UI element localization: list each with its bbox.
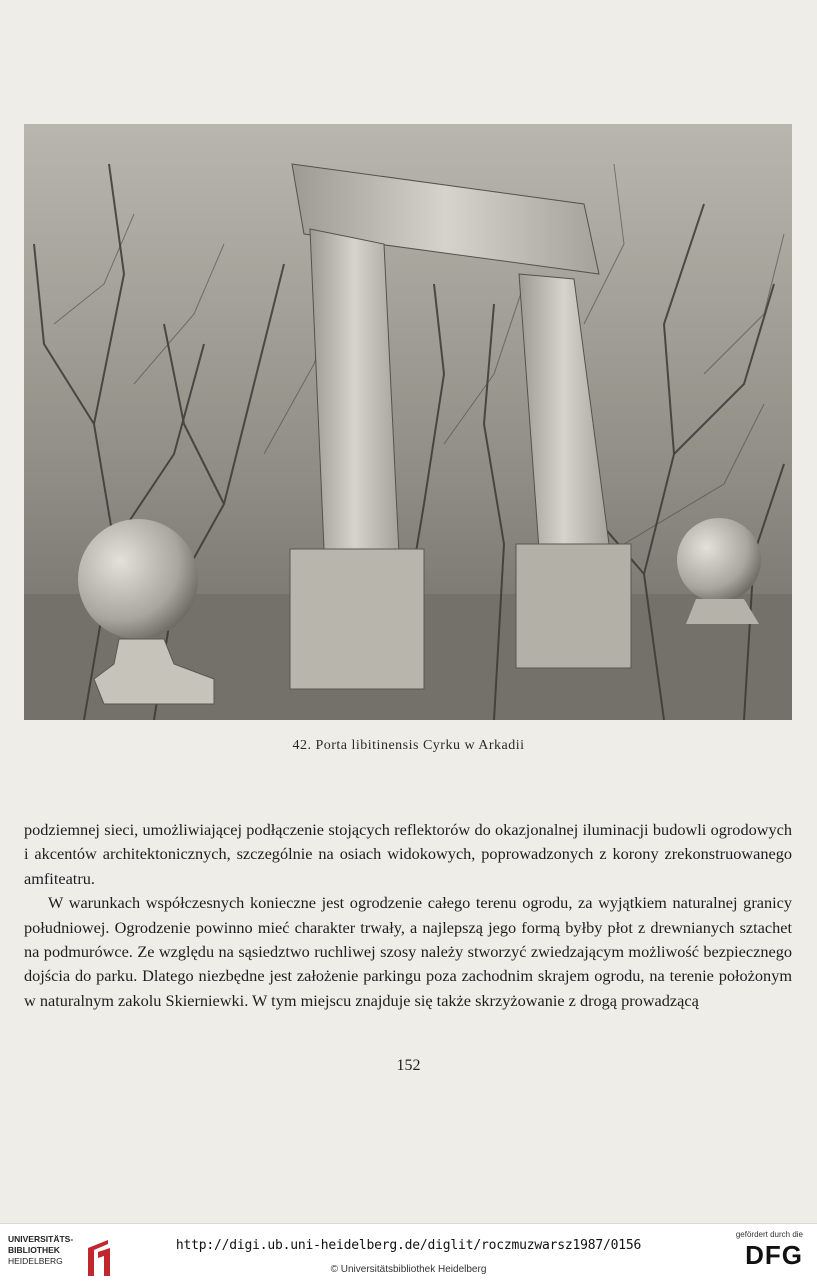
dfg-logo-text: DFG bbox=[745, 1240, 803, 1270]
body-text bbox=[24, 818, 792, 1013]
copyright-text: © Universitätsbibliothek Heidelberg bbox=[330, 1264, 487, 1275]
figure-photo bbox=[24, 124, 792, 720]
footer-bar bbox=[0, 1223, 817, 1284]
paragraph: podziemnej sieci, umożliwiającej podłączenie stojących reflektorów do okazjonalnej iluminacji budowli ogrodowych i akcentów architektonicznych, szczególnie na osiach widokowych, poprowadzonych z korony zrekonstruowanego amfiteatru. bbox=[24, 820, 792, 888]
sponsor-label: gefördert durch die bbox=[735, 1230, 803, 1239]
library-name-line3: HEIDELBERG bbox=[8, 1256, 63, 1266]
figure-caption: 42. Porta libitinensis Cyrku w Arkadii bbox=[292, 738, 525, 753]
library-name-line2: BIBLIOTHEK bbox=[8, 1245, 60, 1255]
page-number: 152 bbox=[396, 1057, 421, 1074]
dfg-sponsor-logo[interactable] bbox=[723, 1230, 803, 1278]
paragraph: W warunkach współczesnych konieczne jest ogrodzenie całego terenu ogrodu, za wyjątkiem naturalnej granicy południowej. Ogrodzenie powinno mieć charakter trwały, a najlepszą jego formą byłby płot z drewnianych sztachet na podmurówce. Ze względu na sąsiedztwo ruchliwej szosy należy stworzyć zwiedzającym możliwość bezpiecznego dojścia do parku. Dlatego niezbędne jest założenie parkingu poza zachodnim skrajem ogrodu, na terenie położonym w naturalnym zakolu Skierniewki. W tym miejscu znajduje się także skrzyżowanie z drogą prowadzącą bbox=[24, 893, 792, 1010]
library-name-line1: UNIVERSITÄTS- bbox=[8, 1234, 74, 1244]
gateway-photo-illustration bbox=[24, 124, 792, 720]
citation-url-link[interactable]: http://digi.ub.uni-heidelberg.de/diglit/roczmuzwarsz1987/0156 bbox=[175, 1238, 642, 1253]
